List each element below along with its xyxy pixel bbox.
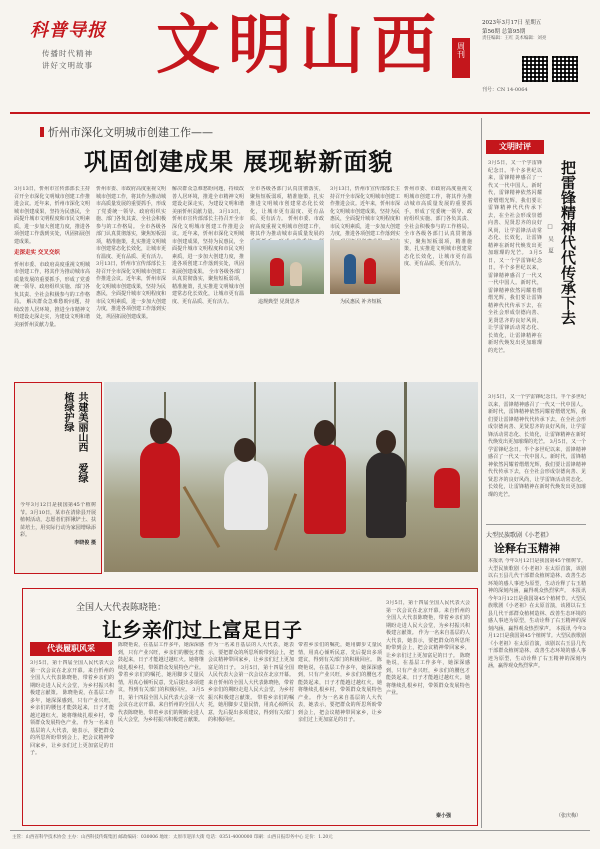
newspaper-logo: 科普导报 [30,20,106,41]
masthead-rule [10,112,590,114]
lead-column-5: 3月13日，忻州市宣传部部长主持召开全市深化文明城市创建工作推进会议。近年来，忻州市深化文明城市创建成果，坚持为民惠民，全面提升城市文明程度和市民文明素质，进一步加大创建力度，推进各项创建工作落到实 [330,186,400,237]
footer-rule [10,830,590,831]
people-column-4: 带着乡亲们的嘱托，她用脚步丈量民情，用真心倾听民意，先后提出多项建议，得到有关部门的积极回应。 陈晓艳说，在基层工作多年，她深深感到，只有产业兴旺，乡亲们的腰包才能鼓起来，日子才能越过越红火。她将继续扎根乡村，带领群众发展特色产业。 作为一名来自基层的人大代表，她表示，要把群众的所思所盼带到会上，把会议精神带回家乡，让乡亲们过上更加富足的日子。 [298,642,382,723]
motto-line-2: 讲好文明故事 [42,61,93,70]
lead-headline: 巩固创建成果 展现崭新面貌 [84,147,394,176]
issue-date: 2023年3月17日 星期五 [482,20,542,26]
review-author: （张庆梅） [556,813,582,819]
lead-subhead: 走深走实 交叉交织 [14,250,60,256]
lead-column-1: 3月13日，忻州市宣传部部长主持召开全市深化文明城市创建工作推进会议。近年来，忻州市深化文明城市创建成果，坚持为民惠民，全面提升城市文明程度和市民文明素质，进一步加大创建力度，推进各项创建工作落到实处，巩固拓展创建成果。 走深走实 交叉交织 忻州市委、市政府高度重视文明城市创建工作，将其作为推动城市高质量发展的重要抓手，形成了党委统一领导、政府组织实施、部门各负其责、全社会积极参与的工作格局。 解决群众急难愁盼问题，持续改善人居环境，推进全市精神文明建设走深走实，为建设文明和谐美丽忻州贡献力量。 [14,186,90,328]
footer-imprint: 主管：山西省科学技术协会 主办：山西科技传媒集团 邮政编码：030006 地址：太原市迎泽大街 电话：0351-4000000 印刷：山西日报印务中心 定价：1.20元 [12,835,333,840]
lead-column-4: 全市各级各部门认真贯彻落实，聚焦短板弱项，精准施策，扎实推进文明城市创建常态化长效化，让城市更有温度、更有品质、更有活力。 忻州市委、市政府高度重视文明城市创建工作，将其作为推动城市高质量发展的 [250,186,324,237]
kicker-bullet-icon [40,127,44,137]
commentary-author: □ 吴 夏 [547,224,553,253]
people-column-3: 作为一名来自基层的人大代表，她表示，要把群众的所思所盼带到会上，把会议精神带回家乡，让乡亲们过上更加富足的日子。 3月5日，第十四届全国人民代表大会第一次会议在北京开幕。来自忻州的全国人大代表陈晓艳，带着乡亲们的期盼走进人民大会堂，为乡村振兴积极建言献策。 带着乡亲们的嘱托，她用脚步丈量民情，用真心倾听民意，先后提出多项建议，得到有关部门的积极回应。 [208,642,294,723]
lead-column-6: 忻州市委、市政府高度重视文明城市创建工作，将其作为推动城市高质量发展的重要抓手，形成了党委统一领导、政府组织实施、部门各负其责、全社会积极参与的工作格局。 全市各级各部门认真贯彻落实，聚焦短板弱项，精准施策，扎实推进文明城市创建常态化长效化，让城市更有温度、更有品质、更有活力。 [404,186,472,267]
sidebar-divider [481,118,482,828]
qr-code [552,56,578,82]
masthead-title: 文明山西 [156,8,444,83]
photo-credit: 李晓俊 摄 [74,539,96,546]
review-body: 本报讯 今年3月12日是我国第45个植树节。大型民族歌剧《小老祖》在太原首演，该剧以右玉县几代干部群众植树造林、改善生态环境的感人事迹为原型，生动诠释了右玉精神的深刻内涵，赢得观众热烈掌声。 本报讯 今年3月12日是我国第45个植树节。大型民族歌剧《小老祖》在太原首演，该剧以右玉县几代干部群众植树造林、改善生态环境的感人事迹为原型，生动诠释了右玉精神的深刻内涵，赢得观众热烈掌声。 本报讯 今年3月12日是我国第45个植树节。大型民族歌剧《小老祖》在太原首演，该剧以右玉县几代干部群众植树造林、改善生态环境的感人事迹为原型，生动诠释了右玉精神的深刻内涵，赢得观众热烈掌声。 [488,558,586,669]
photo-story-caption: 今年3月12日是我国第45个植树节。3月10日，某市在清徐县开展植树活动，志愿者们挥锹铲土、扶苗培土，用实际行动为家园增绿添彩。 李晓俊 摄 [20,502,96,546]
commentary-title: 把雷锋精神代代传承下去 [559,160,577,325]
people-column-5: 3月5日，第十四届全国人民代表大会第一次会议在北京开幕。来自忻州的全国人大代表陈晓艳，带着乡亲们的期盼走进人民大会堂，为乡村振兴积极建言献策。 作为一名来自基层的人大代表，她表示，要把群众的所思所盼带到会上，把会议精神带回家乡，让乡亲们过上更加富足的日子。 陈晓艳说，在基层工作多年，她深深感到，只有产业兴旺，乡亲们的腰包才能鼓起来，日子才能越过越红火。她将继续扎根乡村，带领群众发展特色产业。 [386,600,470,696]
people-author: 秦小强 [436,813,452,819]
issue-number: 第56期 总第95期 [482,29,526,35]
volunteer-figure [140,442,180,538]
cn-number: 刊号：CN 14-0064 [482,87,528,93]
review-divider [486,524,586,525]
lead-photo-1-caption: 违规典型 见贤思齐 [258,299,300,305]
lead-kicker: 忻州市深化文明城市创建工作—— [40,124,213,140]
lead-column-3: 解决群众急难愁盼问题，持续改善人居环境，推进全市精神文明建设走深走实，为建设文明和谐美丽忻州贡献力量。 3月13日，忻州市宣传部部长主持召开全市深化文明城市创建工作推进会议。近年来，忻州市深化文明城市创建成果，坚持为民惠民，全面提升城市文明程度和市民文明素质，进一步加大创建力度，推进各项创建工作落到实处，巩固拓展创建成果。 全市各级各部门认真贯彻落实，聚焦短板弱项，精准施策，扎实推进文明城市创建常态化长效化，让城市更有温度、更有品质、更有活力。 [172,186,244,305]
people-headline: 让乡亲们过上富足日子 [102,618,302,642]
people-column-1: 3月5日，第十四届全国人民代表大会第一次会议在北京开幕。来自忻州的全国人大代表陈晓艳，带着乡亲们的期盼走进人民大会堂，为乡村振兴积极建言献策。 陈晓艳说，在基层工作多年，她深深感到，只有产业兴旺，乡亲们的腰包才能鼓起来，日子才能越过越红火。她将继续扎根乡村，带领群众发展特色产业。 作为一名来自基层的人大代表，她表示，要把群众的所思所盼带到会上，把会议精神带回家乡，让乡亲们过上更加富足的日子。 [30,660,114,756]
commentary-column-1: 3月5日，又一个学雷锋纪念日。半个多世纪以来，雷锋精神感召了一代又一代中国人。新时代，雷锋精神依然闪耀着熠熠光辉，我们要让雷锋精神代代传承下去，在全社会形成崇德向善、见贤思齐的良好风尚，让学雷锋活动常态化、长效化，让雷锋精神在新时代焕发出更加璀璨的光芒。 3月5日，又一个学雷锋纪念日。半个多世纪以来，雷锋精神感召了一代又一代中国人。新时代，雷锋精神依然闪耀着熠熠光辉，我们要让雷锋精神代代传承下去，在全社会形成崇德向善、见贤思齐的良好风尚，让学雷锋活动常态化、长效化，让雷锋精神在新时代焕发出更加璀璨的光芒。 [488,160,542,354]
review-kicker: 大型民族歌剧《小老祖》 [486,532,553,539]
commentary-column-2: 3月5日，又一个学雷锋纪念日。半个多世纪以来，雷锋精神感召了一代又一代中国人。新时代，雷锋精神依然闪耀着熠熠光辉，我们要让雷锋精神代代传承下去，在全社会形成崇德向善、见贤思齐的良好风尚，让学雷锋活动常态化、长效化，让雷锋精神在新时代焕发出更加璀璨的光芒。 3月5日，又一个学雷锋纪念日。半个多世纪以来，雷锋精神感召了一代又一代中国人。新时代，雷锋精神依然闪耀着熠熠光辉，我们要让雷锋精神代代传承下去，在全社会形成崇德向善、见贤思齐的良好风尚，让学雷锋活动常态化、长效化，让雷锋精神在新时代焕发出更加璀璨的光芒。 [488,394,586,498]
people-kicker: 全国人大代表陈晓艳： [76,603,167,613]
commentary-section-label: 文明时评 [486,140,544,154]
qr-code [522,56,548,82]
tree-planting-photo [104,382,478,572]
volunteer-figure [366,452,406,538]
lead-column-2: 忻州市委、市政府高度重视文明城市创建工作，将其作为推动城市高质量发展的重要抓手，形成了党委统一领导、政府组织实施、部门各负其责、全社会积极参与的工作格局。 全市各级各部门认真贯彻落实，聚焦短板弱项，精准施策，扎实推进文明城市创建常态化长效化，让城市更有温度、更有品质、更有活力。 3月13日，忻州市宣传部部长主持召开全市深化文明城市创建工作推进会议。近年来，忻州市深化文明城市创建成果，坚持为民惠民，全面提升城市文明程度和市民文明素质，进一步加大创建力度，推进各项创建工作落到实处，巩固拓展创建成果。 [96,186,166,320]
lead-photo-1 [250,240,324,294]
edition-tag: 周刊 [452,38,470,78]
editor-line: 责任编辑：王红 美术编辑：刘亮 [482,36,547,41]
photo-story-title: 共建美丽山西 爱绿植绿护绿 [62,392,87,483]
lead-photo-2-caption: 为民惠民 补齐短板 [340,299,382,305]
lead-photo-2 [330,240,400,294]
people-column-2: 陈晓艳说，在基层工作多年，她深深感到，只有产业兴旺，乡亲们的腰包才能鼓起来，日子才能越过越红火。她将继续扎根乡村，带领群众发展特色产业。 带着乡亲们的嘱托，她用脚步丈量民情，用真心倾听民意，先后提出多项建议，得到有关部门的积极回应。 3月5日，第十四届全国人民代表大会第一次会议在北京开幕。来自忻州的全国人大代表陈晓艳，带着乡亲们的期盼走进人民大会堂，为乡村振兴积极建言献策。 [118,642,204,723]
review-title: 诠释右玉精神 [494,542,560,555]
section-badge: 代表履职风采 [30,642,112,656]
masthead [0,0,600,112]
volunteer-figure [224,460,268,530]
volunteer-figure [304,444,346,534]
motto-line-1: 传播时代精神 [42,49,93,58]
